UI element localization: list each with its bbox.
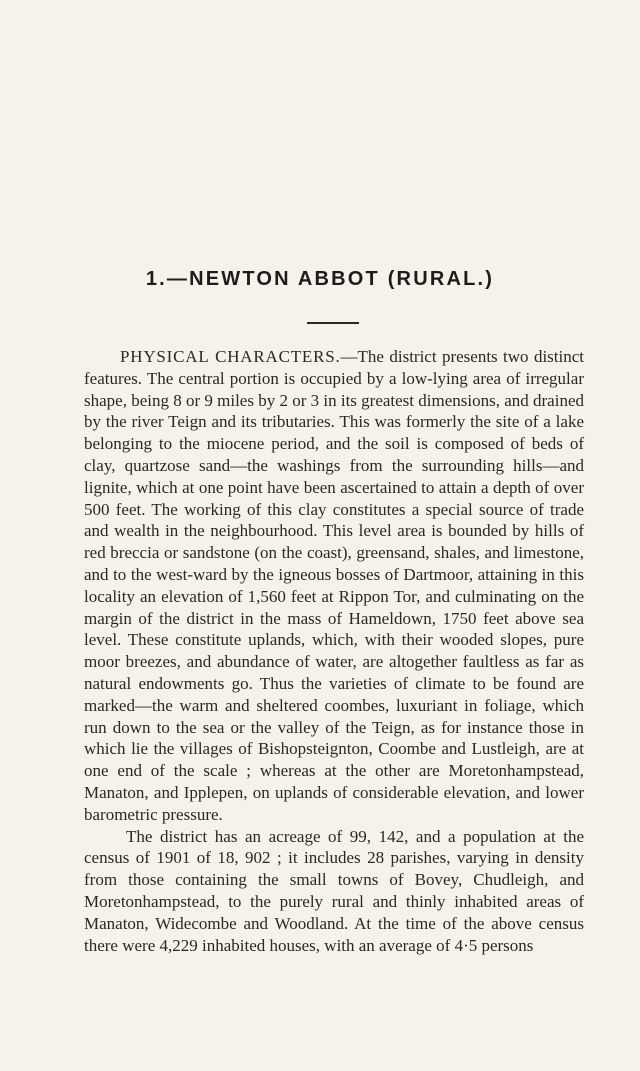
section-heading: 1.—NEWTON ABBOT (RURAL.) — [145, 268, 495, 290]
heading-divider — [307, 322, 359, 324]
paragraph-text: —The district presents two distinct features. The central portion is occupied by a low-lying area of irregular shape, being 8 or 9 miles by 2 or 3 in its greatest dimensions, and drained by the river Teign and its tributaries. This was formerly the site of a lake belonging to the miocene period, and the soil is composed of beds of clay, quartzose sand—the washings from the surrounding hills—and lignite, which at one point have been ascertained to attain a depth of over 500 feet. The working of this clay constitutes a special source of trade and wealth in the neighbourhood. This level area is bounded by hills of red breccia or sandstone (on the coast), greensand, shales, and limestone, and to the west-ward by the igneous bosses of Dartmoor, attaining in this locality an elevation of 1,560 feet at Rippon Tor, and culminating on the margin of the district in the mass of Hameldown, 1750 feet above sea level. These constitute uplands, which, with their wooded slopes, pure moor breezes, and abundance of water, are altogether faultless as far as natural endowments go. Thus the varieties of climate to be found are marked—the warm and sheltered coombes, luxuriant in foliage, which run down to the sea or the valley of the Teign, as for instance those in which lie the villages of Bishopsteignton, Coombe and Lustleigh, are at one end of the scale ; whereas at the other are Moretonhampstead, Manaton, and Ipplepen, on uplands of considerable elevation, and lower barometric pressure. — [84, 347, 585, 824]
paragraph-lead: PHYSICAL CHARACTERS. — [120, 347, 341, 366]
paragraph-text: The district has an acreage of 99, 142, and a population at the census of 1901 of 18, 902 ; it includes 28 parishes, varying in density from those containing the small towns of Bovey, Chudleigh, and Moretonhampstead, to the purely rural and thinly inhabited areas of Manaton, Widecombe and Woodland. At the time of the above census there were 4,229 inhabited houses, with an average of 4·5 persons — [84, 826, 584, 955]
body-text — [84, 346, 584, 956]
paragraph-acreage-population — [84, 826, 584, 957]
paragraph-physical-characters — [84, 346, 584, 826]
